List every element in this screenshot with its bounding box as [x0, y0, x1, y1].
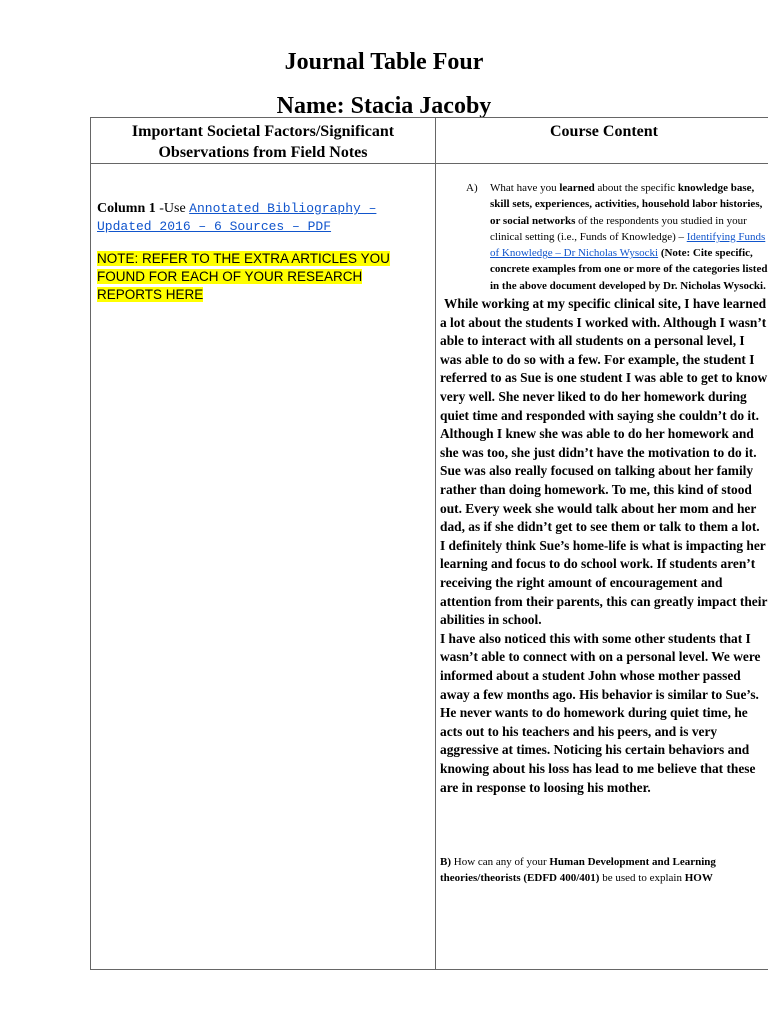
question-b — [440, 854, 768, 886]
question-a — [440, 180, 768, 294]
annotated-bibliography-link[interactable]: Annotated Bibliography – Updated 2016 – 6 Sources – PDF — [97, 201, 377, 234]
course-content-cell — [436, 164, 768, 970]
essay-paragraph-2: I have also noticed this with some other students that I wasn’t able to connect with on a personal level. We were informed about a student John whose mother passed away a few months ago. His behavior is similar to Sue’s. He never wants to do homework during quiet time, he acts out to his teachers and his peers, and is very aggressive at times. Noticing his certain behaviors and knowing about his loss has lead to me believe that these are in response to loosing his mother. — [440, 630, 761, 795]
question-a-letter: A) — [466, 182, 478, 194]
use-text: -Use — [155, 201, 190, 216]
essay-response — [440, 295, 768, 797]
column-1-cell — [91, 164, 436, 970]
header-course-content: Course Content — [436, 118, 768, 164]
column-1-label: Column 1 — [97, 201, 156, 216]
student-name: Name: Stacia Jacoby — [276, 93, 492, 119]
qa-part: What have you — [490, 182, 560, 194]
question-b-letter: B) — [440, 856, 451, 869]
qb-bold-how: HOW — [684, 872, 713, 885]
header-societal-factors: Important Societal Factors/Significant Observations from Field Notes — [91, 118, 436, 164]
document-title: Journal Table Four — [284, 49, 484, 75]
content-row — [91, 164, 768, 970]
qa-bold-learned: learned — [559, 182, 595, 194]
header-row — [91, 118, 768, 164]
qb-part: be used to explain — [599, 872, 685, 885]
column-1-instructions — [97, 200, 429, 236]
qb-part: How can any of your — [451, 856, 550, 869]
qa-note: (Note: Cite specific, concrete examples from one or more of the categories listed in the above document developed by Dr. Nicholas Wysocki. — [490, 247, 768, 292]
qa-part: of the respondents you studied in your clinical setting (i.e., Funds of Knowledge) – — [490, 214, 747, 243]
question-a-text — [480, 180, 768, 294]
qb-bold-theories: Human Development and Learning theories/theorists (EDFD 400/401) — [440, 856, 716, 885]
essay-paragraph-1: While working at my specific clinical site, I have learned a lot about the students I worked with. Although I wasn’t able to interact with all students on a personal level, I was able to do so with a few. For example, the student I referred to as Sue is one student I was able to get to know very well. She never liked to do her homework during quiet time and responded with saying she couldn’t do it. Although I knew she was able to do her homework and she was too, she just didn’t have the motivation to do it. Sue was also really focused on talking about her family rather than doing homework. To me, this kind of stood out. Every week she would talk about her mom and her dad, as if she didn’t get to see them or talk to them a lot. I definitely think Sue’s home-life is what is impacting her learning and focus to do school work. If students aren’t receiving the right amount of encouragement and attention from their parents, this can greatly impact their abilities in school. — [440, 296, 768, 628]
extra-articles-note — [97, 250, 429, 304]
funds-of-knowledge-link[interactable]: Identifying Funds of Knowledge – Dr Nicholas Wysocki — [490, 230, 766, 260]
highlighted-note: NOTE: REFER TO THE EXTRA ARTICLES YOU FOUND FOR EACH OF YOUR RESEARCH REPORTS HERE — [97, 251, 390, 302]
journal-table — [90, 117, 768, 970]
qa-part: about the specific — [594, 182, 678, 194]
qa-bold-categories: knowledge base, skill sets, experiences, activities, household labor histories, or social networks — [490, 182, 763, 227]
